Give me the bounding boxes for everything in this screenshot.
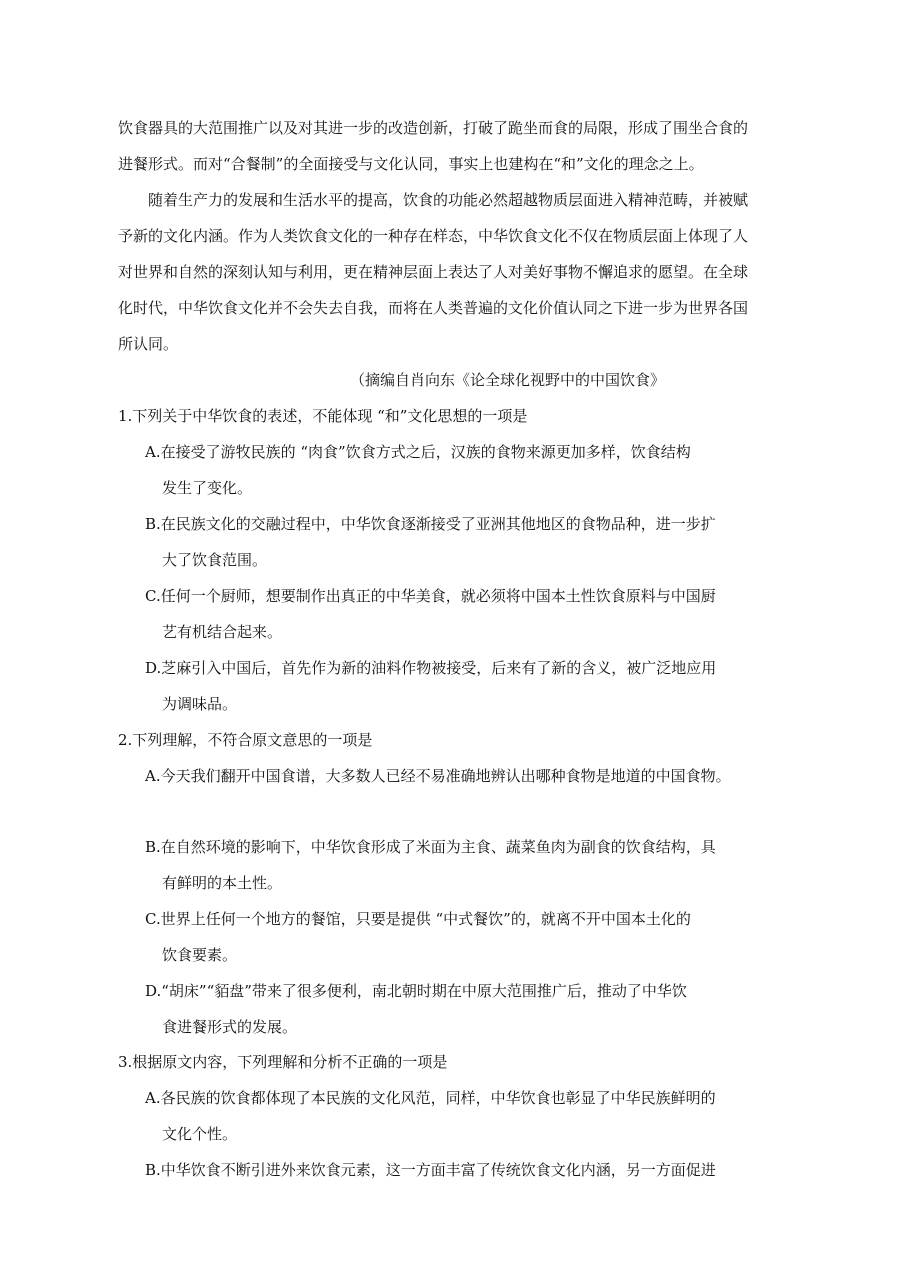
- paragraph-1-line-2: 进餐形式。而对“合餐制”的全面接受与文化认同，事实上也建构在“和”文化的理念之上。: [118, 155, 704, 173]
- question-2-option-d: D.“胡床”“貊盘”带来了很多便利，南北朝时期在中原大范围推广后，推动了中华饮: [145, 982, 687, 1000]
- question-1-stem: 1.下列关于中华饮食的表述，不能体现 “和”文化思想的一项是: [118, 407, 528, 425]
- paragraph-2-line-2: 予新的文化内涵。作为人类饮食文化的一种存在样态，中华饮食文化不仅在物质层面上体现了人: [118, 227, 749, 245]
- question-2-option-d-cont: 食进餐形式的发展。: [162, 1018, 298, 1036]
- question-1-option-c-cont: 艺有机结合起来。: [162, 623, 283, 641]
- question-2-option-b: B.在自然环境的影响下，中华饮食形成了米面为主食、蔬菜鱼肉为副食的饮食结构，具: [145, 838, 716, 856]
- paragraph-1-line-1: 饮食器具的大范围推广以及对其进一步的改造创新，打破了跪坐而食的局限，形成了围坐合食的: [118, 119, 749, 137]
- question-2-option-c-cont: 饮食要素。: [162, 946, 238, 964]
- question-3-option-b: B.中华饮食不断引进外来饮食元素，这一方面丰富了传统饮食文化内涵，另一方面促进: [145, 1161, 716, 1179]
- question-1-option-d: D.芝麻引入中国后，首先作为新的油料作物被接受，后来有了新的含义，被广泛地应用: [145, 659, 717, 677]
- question-3-stem: 3.根据原文内容，下列理解和分析不正确的一项是: [118, 1053, 448, 1071]
- source-citation: （摘编自肖向东《论全球化视野中的中国饮食》: [350, 371, 666, 389]
- paragraph-2-line-1: 随着生产力的发展和生活水平的提高，饮食的功能必然超越物质层面进入精神范畴，并被赋: [148, 191, 749, 209]
- question-1-option-a-cont: 发生了变化。: [162, 479, 253, 497]
- question-1-option-d-cont: 为调味品。: [162, 695, 238, 713]
- question-1-option-c: C.任何一个厨师，想要制作出真正的中华美食，就必须将中国本土性饮食原料与中国厨: [145, 587, 716, 605]
- paragraph-2-line-5: 所认同。: [118, 335, 179, 353]
- question-3-option-a: A.各民族的饮食都体现了本民族的文化风范，同样，中华饮食也彰显了中华民族鲜明的: [145, 1089, 716, 1107]
- question-2-stem: 2.下列理解，不符合原文意思的一项是: [118, 731, 373, 749]
- paragraph-2-line-3: 对世界和自然的深刻认知与利用，更在精神层面上表达了人对美好事物不懈追求的愿望。在全球: [118, 263, 749, 281]
- question-1-option-a: A.在接受了游牧民族的 “肉食”饮食方式之后，汉族的食物来源更加多样，饮食结构: [145, 443, 691, 461]
- question-2-option-c: C.世界上任何一个地方的餐馆，只要是提供 “中式餐饮”的，就离不开中国本土化的: [145, 910, 691, 928]
- paragraph-2-line-4: 化时代，中华饮食文化并不会失去自我，而将在人类普遍的文化价值认同之下进一步为世界各国: [118, 299, 749, 317]
- question-1-option-b-cont: 大了饮食范围。: [162, 551, 268, 569]
- question-2-option-b-cont: 有鲜明的本土性。: [162, 874, 283, 892]
- question-2-option-a: A.今天我们翻开中国食谱，大多数人已经不易准确地辨认出哪种食物是地道的中国食物。: [145, 767, 731, 785]
- question-1-option-b: B.在民族文化的交融过程中，中华饮食逐渐接受了亚洲其他地区的食物品种，进一步扩: [145, 515, 716, 533]
- question-3-option-a-cont: 文化个性。: [162, 1125, 238, 1143]
